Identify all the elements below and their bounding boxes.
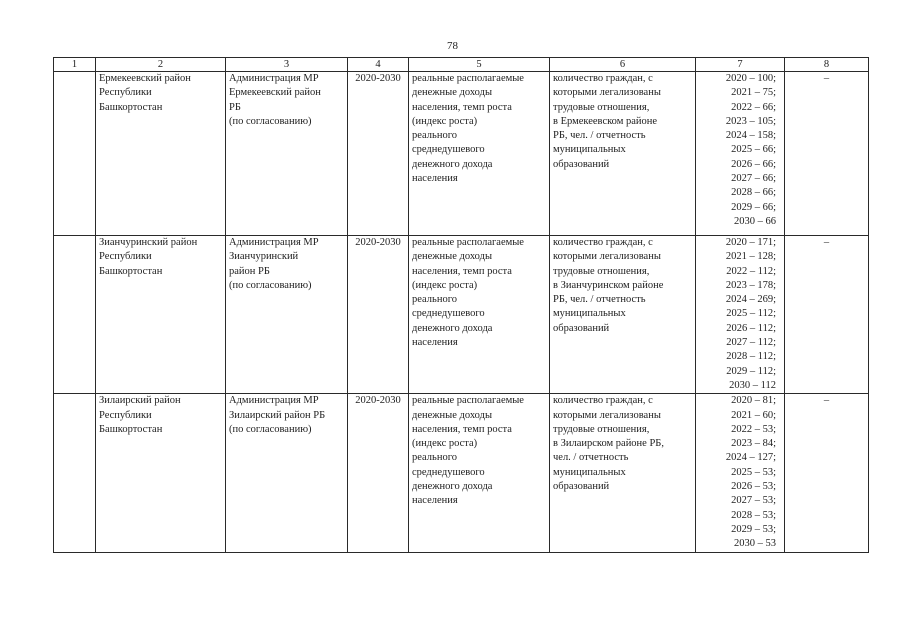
executor-cell bbox=[226, 72, 348, 236]
cell-line: количество граждан, с bbox=[553, 73, 653, 84]
cell-line: 2021 – 128; bbox=[725, 251, 776, 263]
cell-line: 2022 – 53; bbox=[731, 423, 776, 435]
cell-line: 2026 – 112; bbox=[726, 322, 776, 334]
cell-line: трудовые отношения, bbox=[553, 265, 650, 277]
cell-line: реального bbox=[412, 452, 457, 464]
cell-line: 2020 – 171; bbox=[725, 237, 776, 248]
cell-line: реального bbox=[412, 294, 457, 306]
cell-line: 2028 – 112; bbox=[726, 351, 776, 363]
cell-line: 2021 – 60; bbox=[731, 409, 776, 421]
header-cell: 7 bbox=[696, 58, 785, 72]
cell-line: Башкортостан bbox=[99, 265, 163, 277]
values-cell bbox=[696, 72, 785, 236]
values-cell bbox=[696, 394, 785, 552]
note-cell: – bbox=[785, 72, 869, 236]
cell-line: населения, темп роста bbox=[412, 265, 512, 277]
cell-line: в Зианчуринском районе bbox=[553, 279, 664, 291]
header-cell: 1 bbox=[54, 58, 96, 72]
header-cell: 6 bbox=[550, 58, 696, 72]
cell-line: (по согласованию) bbox=[229, 423, 312, 435]
table-row bbox=[54, 236, 869, 394]
header-cell: 3 bbox=[226, 58, 348, 72]
cell-line: 2026 – 53; bbox=[731, 481, 776, 493]
cell-line: которыми легализованы bbox=[553, 251, 661, 263]
cell-line: (индекс роста) bbox=[412, 115, 478, 127]
cell-line: Зилаирский район bbox=[99, 395, 181, 407]
cell-line: трудовые отношения, bbox=[553, 423, 650, 435]
header-cell: 2 bbox=[96, 58, 226, 72]
page-number: 78 bbox=[447, 40, 458, 52]
cell-line: 2023 – 178; bbox=[725, 279, 776, 291]
cell-line: Башкортостан bbox=[99, 423, 163, 435]
row-number-cell bbox=[54, 236, 96, 394]
cell-line: РБ bbox=[229, 101, 241, 113]
cell-line: количество граждан, с bbox=[553, 237, 653, 248]
cell-line: денежного дохода bbox=[412, 322, 493, 334]
period-cell: 2020-2030 bbox=[348, 394, 409, 552]
cell-line: денежного дохода bbox=[412, 481, 493, 493]
cell-line: Ермекеевский район bbox=[229, 87, 321, 99]
note-cell: – bbox=[785, 236, 869, 394]
cell-line: среднедушевого bbox=[412, 466, 485, 478]
cell-line: 2022 – 66; bbox=[731, 101, 776, 113]
cell-line: Администрация МР bbox=[229, 73, 319, 84]
district-cell bbox=[96, 72, 226, 236]
cell-line: в Зилаирском районе РБ, bbox=[553, 438, 664, 450]
cell-line: 2025 – 112; bbox=[726, 308, 776, 320]
table-row bbox=[54, 72, 869, 236]
cell-line: (индекс роста) bbox=[412, 438, 478, 450]
cell-line: 2027 – 66; bbox=[731, 173, 776, 185]
cell-line: в Ермекеевском районе bbox=[553, 115, 658, 127]
indicator-cell bbox=[409, 236, 550, 394]
cell-line: среднедушевого bbox=[412, 144, 485, 156]
cell-line: Республики bbox=[99, 409, 152, 421]
note-cell: – bbox=[785, 394, 869, 552]
cell-line: денежные доходы bbox=[412, 87, 493, 99]
values-cell bbox=[696, 236, 785, 394]
row-number-cell bbox=[54, 72, 96, 236]
cell-line: 2022 – 112; bbox=[726, 265, 776, 277]
indicator-cell bbox=[409, 394, 550, 552]
cell-line: населения bbox=[412, 337, 458, 349]
cell-line: 2028 – 53; bbox=[731, 509, 776, 521]
cell-line: трудовые отношения, bbox=[553, 101, 650, 113]
cell-line: 2028 – 66; bbox=[731, 187, 776, 199]
cell-line: район РБ bbox=[229, 265, 270, 277]
cell-line: образований bbox=[553, 481, 610, 493]
cell-line: 2023 – 105; bbox=[725, 115, 776, 127]
header-cell: 8 bbox=[785, 58, 869, 72]
cell-line: денежного дохода bbox=[412, 158, 493, 170]
cell-line: 2020 – 81; bbox=[731, 395, 776, 407]
measure-cell bbox=[550, 394, 696, 552]
cell-line: Зианчуринский район bbox=[99, 237, 198, 248]
cell-line: 2023 – 84; bbox=[731, 438, 776, 450]
cell-line: 2030 – 66 bbox=[734, 215, 776, 227]
measure-cell bbox=[550, 72, 696, 236]
cell-line: реальные располагаемые bbox=[412, 395, 524, 407]
cell-line: Администрация МР bbox=[229, 237, 319, 248]
cell-line: населения bbox=[412, 173, 458, 185]
cell-line: Республики bbox=[99, 87, 152, 99]
cell-line: среднедушевого bbox=[412, 308, 485, 320]
cell-line: муниципальных bbox=[553, 308, 626, 320]
cell-line: РБ, чел. / отчетность bbox=[553, 294, 646, 306]
cell-line: которыми легализованы bbox=[553, 409, 661, 421]
cell-line: образований bbox=[553, 158, 610, 170]
executor-cell bbox=[226, 394, 348, 552]
cell-line: Зианчуринский bbox=[229, 251, 299, 263]
row-number-cell bbox=[54, 394, 96, 552]
cell-line: 2029 – 66; bbox=[731, 201, 776, 213]
cell-line: 2025 – 66; bbox=[731, 144, 776, 156]
cell-line: денежные доходы bbox=[412, 251, 493, 263]
cell-line: реальные располагаемые bbox=[412, 73, 524, 84]
data-table bbox=[53, 57, 869, 553]
cell-line: 2030 – 53 bbox=[734, 538, 776, 550]
cell-line: 2024 – 127; bbox=[725, 452, 776, 464]
cell-line: 2029 – 112; bbox=[726, 365, 776, 377]
cell-line: населения, темп роста bbox=[412, 101, 512, 113]
cell-line: населения bbox=[412, 495, 458, 507]
cell-line: Зилаирский район РБ bbox=[229, 409, 326, 421]
cell-line: 2027 – 112; bbox=[726, 337, 776, 349]
cell-line: муниципальных bbox=[553, 144, 626, 156]
cell-line: Башкортостан bbox=[99, 101, 163, 113]
cell-line: Республики bbox=[99, 251, 152, 263]
cell-line: РБ, чел. / отчетность bbox=[553, 130, 646, 142]
cell-line: населения, темп роста bbox=[412, 423, 512, 435]
district-cell bbox=[96, 394, 226, 552]
cell-line: 2026 – 66; bbox=[731, 158, 776, 170]
cell-line: 2024 – 269; bbox=[725, 294, 776, 306]
period-cell: 2020-2030 bbox=[348, 72, 409, 236]
cell-line: денежные доходы bbox=[412, 409, 493, 421]
cell-line: которыми легализованы bbox=[553, 87, 661, 99]
cell-line: 2027 – 53; bbox=[731, 495, 776, 507]
cell-line: образований bbox=[553, 322, 610, 334]
cell-line: Администрация МР bbox=[229, 395, 319, 407]
cell-line: 2029 – 53; bbox=[731, 523, 776, 535]
header-row bbox=[54, 58, 869, 72]
cell-line: Ермекеевский район bbox=[99, 73, 191, 84]
measure-cell bbox=[550, 236, 696, 394]
cell-line: 2020 – 100; bbox=[725, 73, 776, 84]
cell-line: (по согласованию) bbox=[229, 115, 312, 127]
header-cell: 4 bbox=[348, 58, 409, 72]
cell-line: чел. / отчетность bbox=[553, 452, 629, 464]
cell-line: (по согласованию) bbox=[229, 279, 312, 291]
cell-line: 2021 – 75; bbox=[731, 87, 776, 99]
executor-cell bbox=[226, 236, 348, 394]
indicator-cell bbox=[409, 72, 550, 236]
period-cell: 2020-2030 bbox=[348, 236, 409, 394]
cell-line: количество граждан, с bbox=[553, 395, 653, 407]
cell-line: реальные располагаемые bbox=[412, 237, 524, 248]
header-cell: 5 bbox=[409, 58, 550, 72]
cell-line: муниципальных bbox=[553, 466, 626, 478]
cell-line: 2030 – 112 bbox=[729, 379, 776, 391]
district-cell bbox=[96, 236, 226, 394]
cell-line: (индекс роста) bbox=[412, 279, 478, 291]
cell-line: 2025 – 53; bbox=[731, 466, 776, 478]
cell-line: 2024 – 158; bbox=[725, 130, 776, 142]
table-row bbox=[54, 394, 869, 552]
cell-line: реального bbox=[412, 130, 457, 142]
